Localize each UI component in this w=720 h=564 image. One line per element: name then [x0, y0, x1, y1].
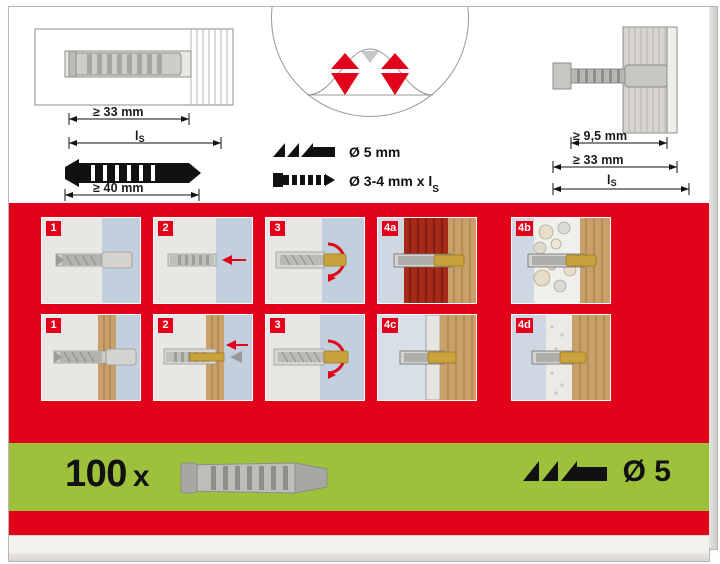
spec-row-drill [271, 139, 400, 164]
step-number-badge: 4c [384, 319, 397, 331]
material-thickness-label: ≥ 9,5 mm [573, 129, 628, 143]
screw-diameter-text: Ø 3-4 mm x $l_S$ [349, 172, 439, 196]
embedment-depth-label: ≥ 33 mm [573, 153, 624, 167]
anchor-length-subscript: S [138, 134, 145, 144]
drill-depth-label: ≥ 33 mm [93, 105, 144, 119]
right-anchor-length-subscript: S [610, 178, 617, 188]
step-number-badge: 2 [158, 318, 173, 333]
step-cell-3 [265, 217, 365, 304]
step-cell-4b [511, 217, 611, 304]
drill-bit-icon [521, 457, 609, 488]
screw-length-subscript: S [432, 184, 439, 196]
right-anchor-length-letter: l [607, 173, 611, 187]
step-number-badge: 4b [518, 222, 531, 234]
step-number-badge: 1 [46, 318, 61, 333]
anchor-length-letter: l [135, 129, 139, 143]
dowel-icon [175, 455, 335, 501]
left-technical-diagram [31, 21, 251, 201]
diameter-group [521, 455, 671, 489]
step-cell-4d [511, 314, 611, 401]
technical-data-panel [9, 7, 709, 203]
step-number-badge: 2 [158, 221, 173, 236]
quantity-display [65, 453, 149, 496]
screw-length-label: ≥ 40 mm [93, 181, 144, 195]
step-cell-1b [41, 314, 141, 401]
quantity-band [9, 443, 709, 511]
drill-bit-icon [271, 139, 337, 164]
carton-right-flap [708, 6, 718, 550]
screw-icon [271, 169, 337, 196]
diameter-text: Ø 5 [622, 455, 671, 488]
step-number-badge: 3 [270, 221, 285, 236]
quantity-value: 100 [65, 453, 127, 495]
bottom-carton-edge [9, 535, 709, 553]
instruction-row-1 [41, 217, 681, 304]
instruction-steps-grid [41, 217, 681, 411]
step-number-badge: 4d [518, 319, 531, 331]
right-anchor-length-label [607, 173, 617, 187]
step-cell-2b [153, 314, 253, 401]
bottom-red-strip [9, 511, 709, 535]
step-cell-1 [41, 217, 141, 304]
step-cell-2 [153, 217, 253, 304]
quantity-unit: x [132, 460, 150, 493]
step-cell-3b [265, 314, 365, 401]
step-cell-4c [377, 314, 477, 401]
step-number-badge: 1 [46, 221, 61, 236]
spec-row-screw [271, 169, 439, 196]
instruction-band [9, 203, 709, 443]
center-spec-list [271, 139, 471, 201]
brand-logo-icon [305, 29, 435, 97]
step-number-badge: 3 [270, 318, 285, 333]
step-cell-4a [377, 217, 477, 304]
instruction-row-2 [41, 314, 681, 401]
right-technical-diagram [529, 21, 709, 201]
drill-diameter-text: Ø 5 mm [349, 143, 401, 160]
step-number-badge: 4a [384, 222, 397, 234]
anchor-length-label [135, 129, 145, 143]
